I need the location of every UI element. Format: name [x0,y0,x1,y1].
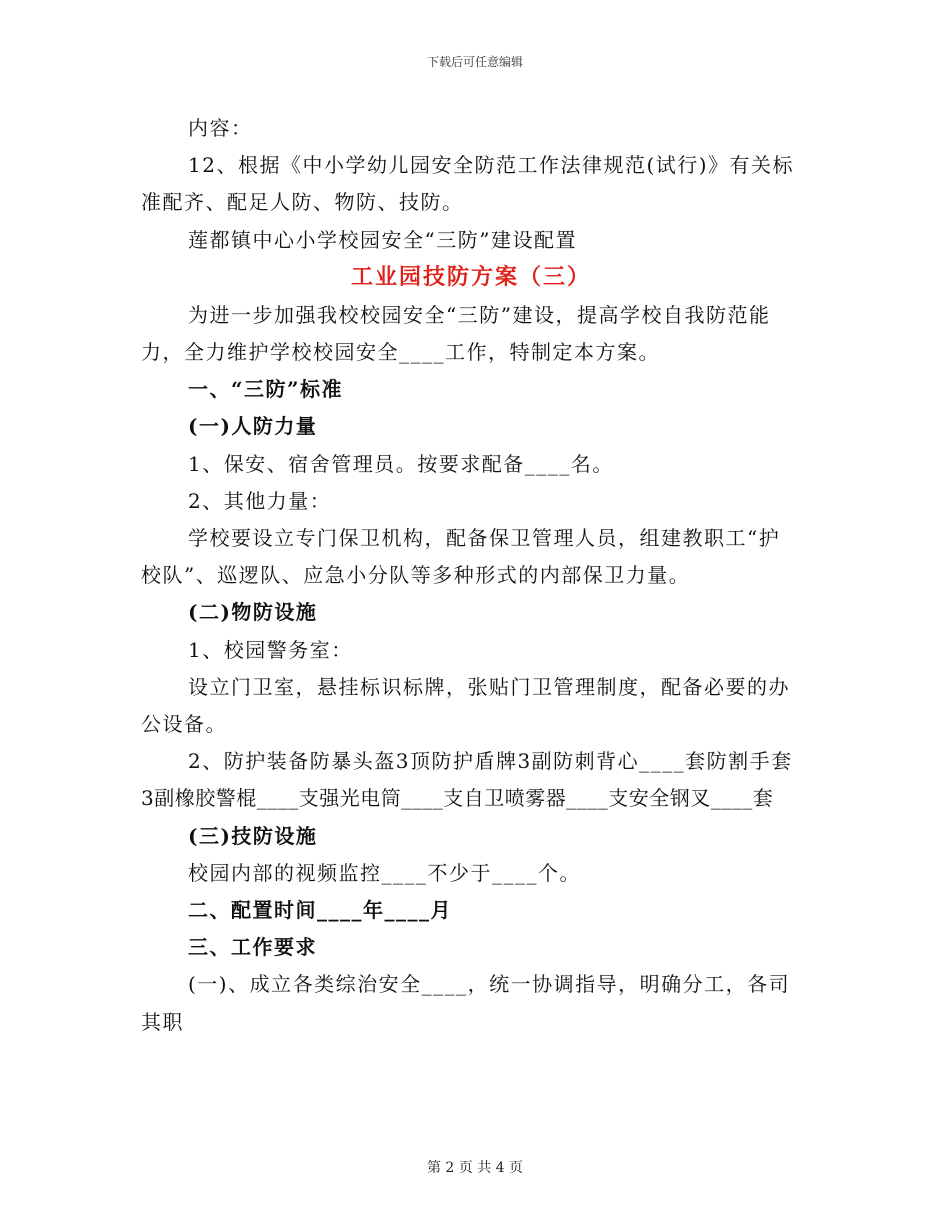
paragraph-line: 1、保安、宿舍管理员。按要求配备____名。 [188,451,614,476]
page-footer: 第 2 页 共 4 页 [426,1160,524,1176]
section-heading: 三、工作要求 [188,935,317,960]
paragraph-line: 设立门卫室，悬挂标识标牌，张贴门卫管理制度，配备必要的办 [188,674,790,699]
subsection-heading: (三)技防设施 [188,823,318,848]
paragraph-line: (一)、成立各类综治安全____，统一协调指导，明确分工，各司 [188,972,791,997]
paragraph-line: 2、防护装备防暴头盔3顶防护盾牌3副防刺背心____套防割手套 [188,749,793,774]
paragraph-line: 校园内部的视频监控____不少于____个。 [188,860,581,885]
document-body [141,110,801,1041]
paragraph-line: 力，全力维护学校校园安全____工作，特制定本方案。 [141,340,660,365]
subsection-heading: (二)物防设施 [188,600,318,625]
section-heading: 一、“三防”标准 [188,377,344,402]
subsection-heading: (一)人防力量 [188,414,318,439]
paragraph-line: 公设备。 [141,712,227,737]
section-heading: 二、配置时间____年____月 [188,898,452,923]
paragraph-line: 校队”、巡逻队、应急小分队等多种形式的内部保卫力量。 [141,563,691,588]
paragraph-line: 其职 [141,1009,184,1034]
paragraph-line: 准配齐、配足人防、物防、技防。 [141,190,464,215]
paragraph-line: 学校要设立专门保卫机构，配备保卫管理人员，组建教职工“护 [188,526,781,551]
paragraph-line: 2、其他力量： [188,488,332,513]
paragraph-line: 3副橡胶警棍____支强光电筒____支自卫喷雾器____支安全钢叉____套 [141,786,774,811]
page-header: 下载后可任意编辑 [426,55,523,69]
paragraph-line: 莲都镇中心小学校园安全“三防”建设配置 [188,227,577,252]
paragraph-line: 为进一步加强我校校园安全“三防”建设，提高学校自我防范能 [188,302,771,327]
paragraph-line: 1、校园警务室： [188,637,353,662]
document-title: 工业园技防方案（三） [350,263,591,290]
paragraph-line: 内容： [188,116,253,140]
paragraph-line: 12、根据《中小学幼儿园安全防范工作法律规范(试行)》有关标 [188,153,795,178]
